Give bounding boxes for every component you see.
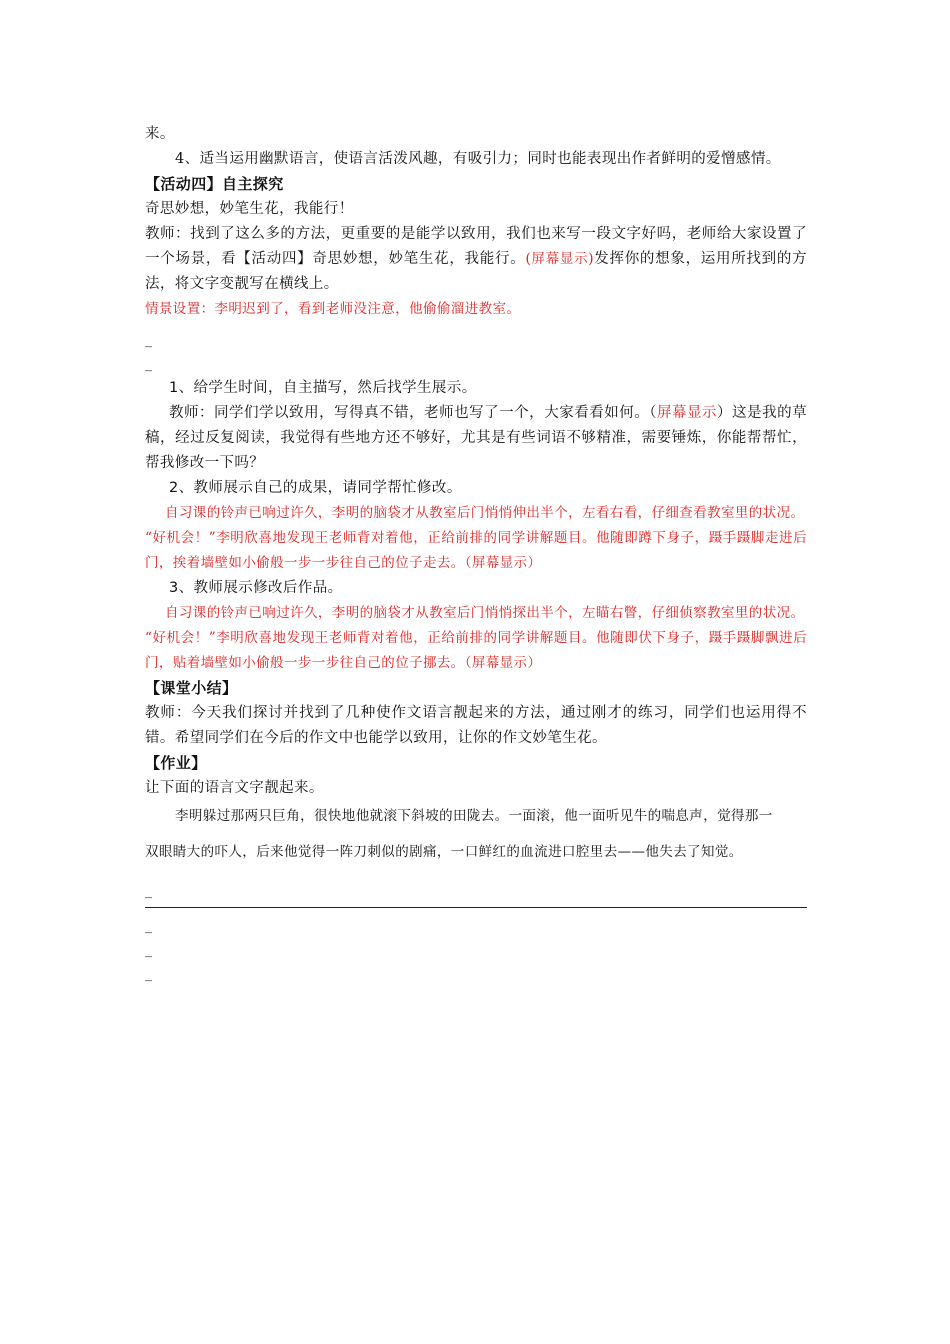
homework-text-line-1: 李明躲过那两只巨角，很快地他就滚下斜坡的田陇去。一面滚，他一面听见牛的喘息声，觉得那一: [175, 808, 773, 824]
draft-paragraph-2: “好机会！”李明欣喜地发现王老师背对着他，正给前排的同学讲解题目。他随即蹲下身子，蹑手蹑脚走进后门，挨着墙壁如小偷般一步一步往自己的位子走去。（屏幕显示）: [145, 530, 807, 571]
blank-line: _: [145, 883, 152, 899]
paragraph-summary: 教师：今天我们探讨并找到了几种使作文语言靓起来的方法，通过刚才的练习，同学们也运用得不错。希望同学们在今后的作文中也能学以致用，让你的作文妙笔生花。: [145, 705, 807, 746]
homework-intro: 让下面的语言文字靓起来。: [145, 780, 324, 796]
heading-summary: 【课堂小结】: [145, 679, 238, 697]
teacher-draft-text-2: ）这是我的草稿，经过反复阅读，我觉得有些地方还不够好，尤其是有些词语不够精准，需要锤炼，你能帮帮忙，帮我修改一下吗？: [145, 405, 807, 471]
teacher-draft-text: 教师：同学们学以致用，写得真不错，老师也写了一个，大家看看如何。（: [169, 405, 658, 421]
step-2: 2、教师展示自己的成果，请同学帮忙修改。: [169, 480, 462, 496]
paragraph-slogan: 奇思妙想，妙笔生花，我能行！: [145, 201, 354, 217]
screen-display-note: 屏幕显示: [657, 405, 718, 421]
revised-paragraph-1: 自习课的铃声已响过许久，李明的脑袋才从教室后门悄悄探出半个，左瞄右瞥，仔细侦察教室里的状况。: [165, 605, 805, 621]
paragraph-continuation: 来。: [145, 126, 175, 142]
heading-homework: 【作业】: [145, 754, 207, 772]
teacher-intro-text-2: 发挥你的想象，运用所找到的方法，将文字变靓写在横线上。: [145, 251, 808, 292]
draft-paragraph-1: 自习课的铃声已响过许久，李明的脑袋才从教室后门悄悄伸出半个，左看右看，仔细查看教室里的状况。: [165, 505, 805, 521]
blank-line: _: [145, 332, 152, 348]
heading-activity-4: 【活动四】自主探究: [145, 175, 284, 193]
paragraph-method-4: 4、适当运用幽默语言，使语言活泼风趣，有吸引力；同时也能表现出作者鲜明的爱憎感情。: [175, 151, 781, 167]
step-3: 3、教师展示修改后作品。: [169, 580, 343, 596]
screen-display-note: (屏幕显示): [525, 251, 594, 267]
step-1: 1、给学生时间，自主描写，然后找学生展示。: [169, 380, 477, 396]
blank-line: _: [145, 356, 152, 372]
revised-paragraph-2: “好机会！”李明欣喜地发现王老师背对着他，正给前排的同学讲解题目。他随即伏下身子，蹑手蹑脚飘进后门，贴着墙壁如小偷般一步一步往自己的位子挪去。（屏幕显示）: [145, 630, 807, 671]
paragraph-teacher-draft-intro: [145, 401, 807, 476]
blank-line: _: [145, 918, 152, 934]
blank-line: _: [145, 966, 152, 982]
paragraph-teacher-intro: [145, 222, 807, 297]
scene-setting: 情景设置：李明迟到了，看到老师没注意，他偷偷溜进教室。: [145, 301, 521, 317]
blank-line: _: [145, 942, 152, 958]
answer-line: [145, 907, 807, 908]
teacher-intro-text: 教师：找到了这么多的方法，更重要的是能学以致用，我们也来写一段文字好吗，老师给大家设置了一个场景，看【活动四】奇思妙想，妙笔生花，我能行。: [145, 226, 807, 267]
document-page: [145, 122, 807, 986]
homework-text-line-2: 双眼睛大的吓人，后来他觉得一阵刀刺似的剧痛，一口鲜红的血流进口腔里去——他失去了知觉。: [145, 844, 743, 860]
